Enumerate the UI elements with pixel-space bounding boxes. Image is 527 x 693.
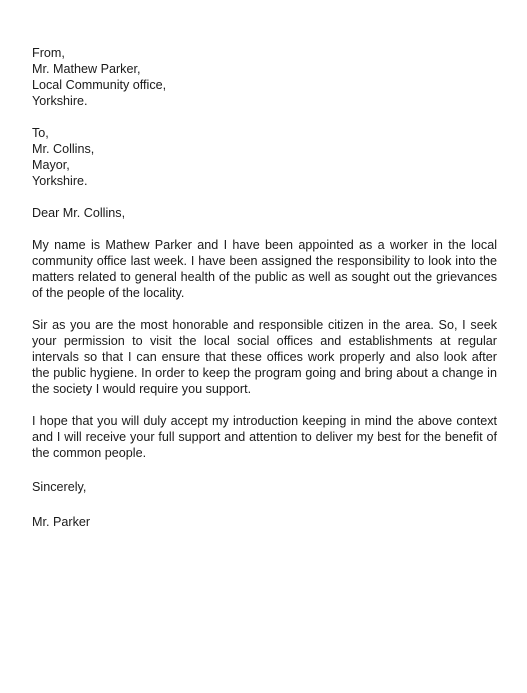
spacer: [32, 109, 497, 125]
spacer: [32, 221, 497, 237]
body-paragraph-1: My name is Mathew Parker and I have been appointed as a worker in the local community office last week. I have been assigned the responsibility to look into the matters related to general health of the public as well as sought out the grievances of the people of the locality.: [32, 238, 497, 300]
body-paragraph-2: Sir as you are the most honorable and responsible citizen in the area. So, I seek your permission to visit the local social offices and establishments at regular intervals so that I can ensure that these offices work properly and also look after the public hygiene. In order to keep the program going and bring about a change in the society I would require you support.: [32, 318, 497, 396]
sender-heading: From,: [32, 46, 65, 60]
sender-office: Local Community office,: [32, 78, 167, 92]
spacer: [32, 495, 497, 514]
closing: Sincerely,: [32, 480, 87, 494]
letter-document: [32, 45, 497, 530]
spacer: [32, 397, 497, 413]
recipient-title: Mayor,: [32, 158, 70, 172]
recipient-address-block: [32, 125, 497, 189]
sender-name: Mr. Mathew Parker,: [32, 62, 141, 76]
signature: Mr. Parker: [32, 515, 91, 529]
recipient-city: Yorkshire.: [32, 174, 88, 188]
body-paragraph-3: I hope that you will duly accept my introduction keeping in mind the above context and I will receive your full support and attention to deliver my best for the benefit of the common people.: [32, 414, 497, 460]
recipient-name: Mr. Collins,: [32, 142, 95, 156]
sender-city: Yorkshire.: [32, 94, 88, 108]
spacer: [32, 189, 497, 205]
recipient-heading: To,: [32, 126, 49, 140]
sender-address-block: [32, 45, 497, 109]
salutation: Dear Mr. Collins,: [32, 206, 126, 220]
spacer: [32, 301, 497, 317]
spacer: [32, 461, 497, 479]
